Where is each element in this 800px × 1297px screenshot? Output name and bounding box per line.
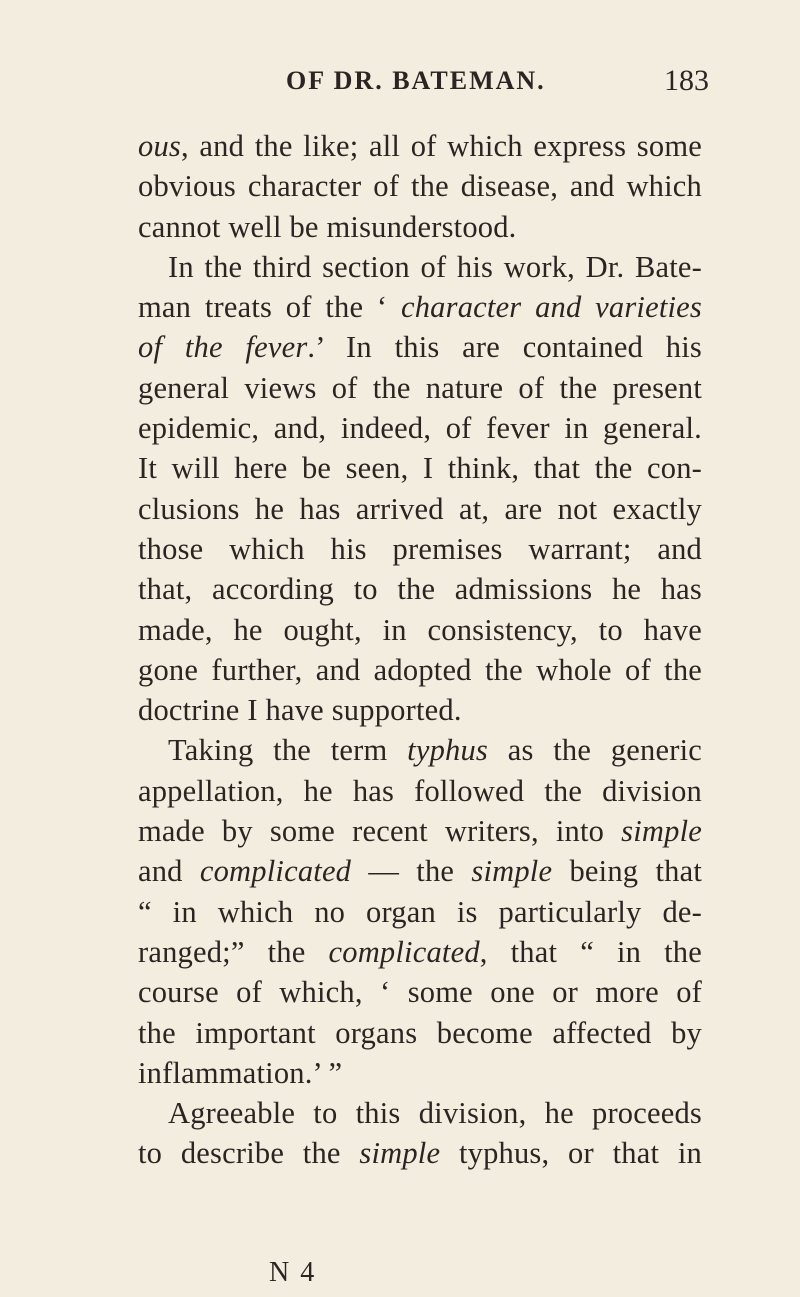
text-segment: doctrine I have supported. xyxy=(138,693,462,728)
text-line xyxy=(138,126,702,166)
italic-text: simple xyxy=(621,814,702,849)
text-line xyxy=(138,892,702,932)
text-segment: “ in which no organ is particularly de- xyxy=(138,894,702,929)
text-segment: to describe the xyxy=(138,1136,360,1171)
text-segment: cannot well be misunderstood. xyxy=(138,209,517,244)
text-segment: .’ In this are contained his xyxy=(307,330,702,365)
text-segment: It will here be seen, I think, that the con- xyxy=(138,451,702,486)
text-segment: made by some recent writers, into xyxy=(138,814,622,849)
text-segment: Taking the term xyxy=(168,733,408,768)
text-line xyxy=(138,569,702,609)
text-line xyxy=(138,368,702,408)
text-segment: clusions he has arrived at, are not exactly xyxy=(138,491,702,526)
text-segment: being that xyxy=(552,854,702,889)
text-line xyxy=(138,1093,702,1133)
text-line xyxy=(138,448,702,488)
text-line xyxy=(138,529,702,569)
text-segment: gone further, and adopted the whole of the xyxy=(138,652,702,687)
text-segment: course of which, ‘ some one or more of xyxy=(138,975,702,1010)
signature-mark: N 4 xyxy=(269,1257,317,1288)
text-segment: epidemic, and, indeed, of fever in general. xyxy=(138,411,702,446)
italic-text: simple xyxy=(471,854,553,889)
italic-text: complicated xyxy=(199,854,352,889)
text-line xyxy=(138,771,702,811)
text-line xyxy=(138,207,702,247)
italic-text: character and varieties xyxy=(401,290,702,325)
text-segment: Agreeable to this division, he proceeds xyxy=(168,1096,702,1131)
text-segment: that, according to the admissions he has xyxy=(138,572,702,607)
text-segment: those which his premises warrant; and xyxy=(138,531,702,566)
text-segment: , and the like; all of which express some xyxy=(180,129,702,163)
text-line xyxy=(138,408,702,448)
text-segment: inflammation.’ ” xyxy=(138,1055,343,1090)
italic-text: typhus xyxy=(407,733,489,768)
text-line xyxy=(138,811,702,851)
body-text xyxy=(138,126,702,1174)
text-line xyxy=(138,287,702,327)
text-line xyxy=(138,610,702,650)
text-line xyxy=(138,851,702,891)
text-line xyxy=(138,690,702,730)
text-segment: , that “ in the xyxy=(479,934,702,969)
text-line xyxy=(138,730,702,770)
text-line xyxy=(138,1133,702,1173)
running-head xyxy=(0,66,800,106)
text-segment: made, he ought, in consistency, to have xyxy=(138,612,702,647)
text-segment: — the xyxy=(351,854,472,889)
text-line xyxy=(138,247,702,287)
text-line xyxy=(138,972,702,1012)
text-segment: general views of the nature of the present xyxy=(138,370,702,405)
text-line xyxy=(138,1053,702,1093)
text-segment: ranged;” the xyxy=(138,934,329,969)
italic-text: complicated xyxy=(328,934,480,969)
text-line xyxy=(138,650,702,690)
text-segment: as the generic xyxy=(488,733,702,768)
italic-text: simple xyxy=(359,1136,441,1171)
italic-text: of the fever xyxy=(138,330,308,365)
text-segment: appellation, he has followed the division xyxy=(138,773,702,808)
text-segment: typhus, or that in xyxy=(440,1136,702,1171)
text-line xyxy=(138,489,702,529)
text-line xyxy=(138,1013,702,1053)
text-line xyxy=(138,166,702,206)
text-line xyxy=(138,327,702,367)
text-segment: obvious character of the disease, and which xyxy=(138,169,702,204)
text-segment: and xyxy=(138,854,200,889)
italic-text: ous xyxy=(138,129,181,163)
text-segment: man treats of the ‘ xyxy=(138,290,401,325)
text-segment: In the third section of his work, Dr. Bate- xyxy=(168,249,702,284)
text-line xyxy=(138,932,702,972)
text-segment: the important organs become affected by xyxy=(138,1015,702,1050)
running-title: OF DR. BATEMAN. xyxy=(286,66,546,95)
page-number: 183 xyxy=(664,64,709,97)
